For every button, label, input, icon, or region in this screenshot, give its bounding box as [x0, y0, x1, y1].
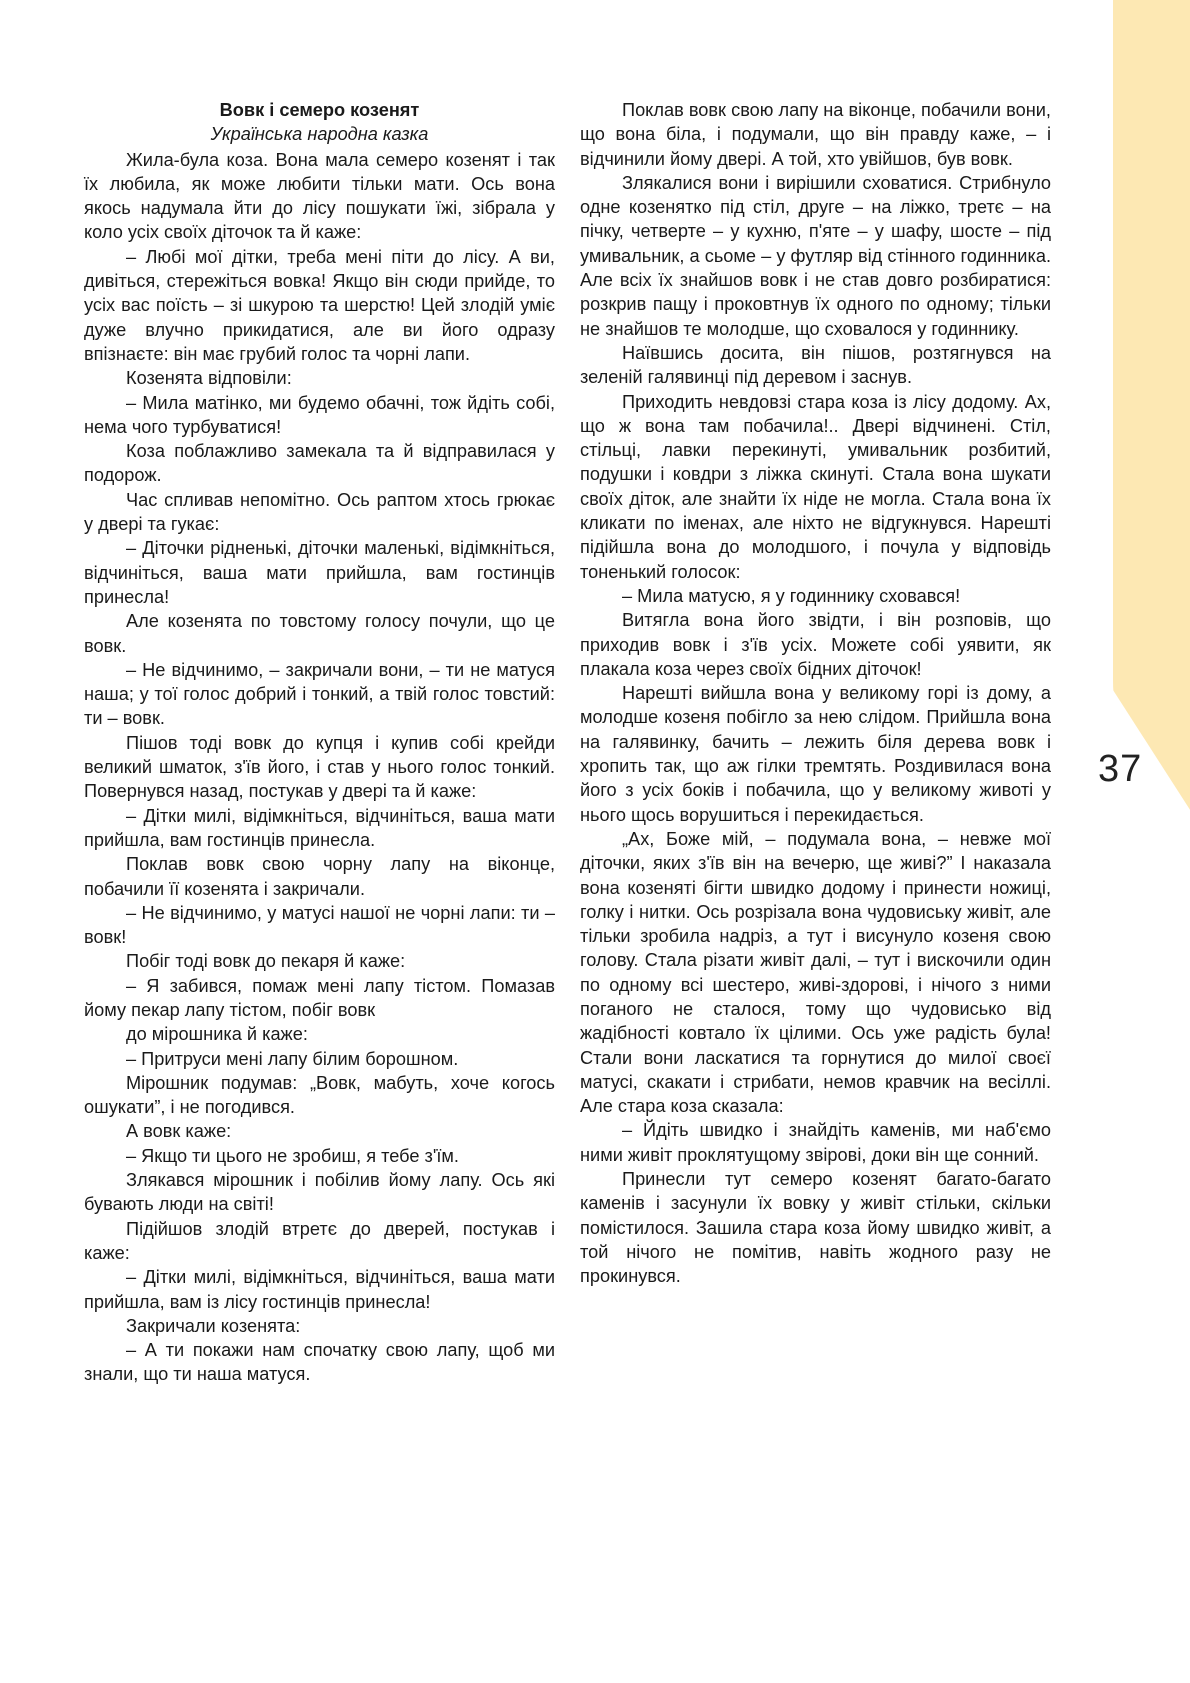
- paragraph: Закричали козенята:: [126, 1315, 301, 1336]
- paragraph: Злякалися вони і вирішили сховатися. Стрибнуло одне козенятко під стіл, друге – на ліжко, третє – на пічку, четверте – у кухню, п'яте – у шафу, шосте – під умивальник, а сьоме – у футляр від стінного годинника. Але всіх їх знайшов вовк і не став довго розбиратися: розкрив пащу і проковтнув їх одного по одному; тільки не знайшов те молодше, що сховалося у годиннику.: [580, 172, 1051, 339]
- left-column: [84, 98, 555, 1387]
- paragraph: – Любі мої дітки, треба мені піти до лісу. А ви, дивіться, стережіться вовка! Якщо він сюди прийде, то усіх вас поїсть – зі шкурою та шерстю! Цей злодій уміє дуже влучно прикидатися, але ви його одразу впізнаєте: він має грубий голос та чорні лапи.: [84, 246, 555, 364]
- page-number: 37: [1098, 748, 1143, 790]
- paragraph: – Дітки милі, відімкніться, відчиніться, ваша мати прийшла, вам гостинців принесла.: [84, 805, 555, 850]
- story-title: Вовк і семеро козенят: [219, 100, 420, 120]
- paragraph: – Мила матусю, я у годиннику сховався!: [622, 585, 961, 606]
- paragraph: Побіг тоді вовк до пекаря й каже:: [126, 951, 406, 972]
- paragraph: Поклав вовк свою чорну лапу на віконце, побачили її козенята і закричали.: [84, 854, 555, 899]
- paragraph: Мірошник подумав: „Вовк, мабуть, хоче когось ошукати”, і не погодився.: [84, 1072, 555, 1118]
- paragraph: Нарешті вийшла вона у великому горі із дому, а молодше козеня побігло за нею слідом. Прийшла вона на галявинку, бачить – лежить біля дерева вовк і хропить так, що аж гілки тремтять. Роздивилася вона його з усіх боків і побачила, що у великому животі у нього щось ворушиться і перекидається.: [580, 683, 1051, 825]
- paragraph: Пішов тоді вовк до купця і купив собі крейди великий шматок, з'їв його, і став у нього голос тонкий. Повернувся назад, постукав у двері та й каже:: [84, 732, 555, 802]
- paragraph: Принесли тут семеро козенят багато-багато каменів і засунули їх вовку у живіт стільки, скільки помістилося. Зашила стара коза йому швидко живіт, а той нічого не помітив, навіть жодного разу не прокинувся.: [580, 1169, 1051, 1287]
- paragraph: Злякався мірошник і побілив йому лапу. Ось які бувають люди на світі!: [84, 1170, 555, 1215]
- paragraph: Підійшов злодій втретє до дверей, постукав і каже:: [84, 1218, 555, 1263]
- paragraph: Витягла вона його звідти, і він розповів, що приходив вовк і з'їв усіх. Можете собі уявити, як плакала коза через своїх бідних діточок!: [580, 610, 1051, 679]
- paragraph: Козенята відповіли:: [126, 368, 292, 389]
- paragraph: – Мила матінко, ми будемо обачні, тож йдіть собі, нема чого турбуватися!: [84, 392, 555, 437]
- story-subtitle: Українська народна казка: [210, 124, 429, 145]
- paragraph: – Йдіть швидко і знайдіть каменів, ми наб'ємо ними живіт проклятущому звірові, доки він ще сонний.: [580, 1120, 1051, 1165]
- paragraph: – Притруси мені лапу білим борошном.: [126, 1048, 459, 1069]
- paragraph: – Я забився, помаж мені лапу тістом. Помазав йому пекар лапу тістом, побіг вовк: [84, 975, 555, 1020]
- right-column: [580, 98, 1051, 1289]
- side-tab-decoration: [1113, 0, 1190, 820]
- paragraph: Час спливав непомітно. Ось раптом хтось грюкає у двері та гукає:: [84, 489, 555, 535]
- paragraph: – Не відчинимо, – закричали вони, – ти не матуся наша; у тої голос добрий і тонкий, а твій голос товстий: ти – вовк.: [84, 659, 555, 729]
- paragraph: – Якщо ти цього не зробиш, я тебе з'їм.: [126, 1145, 459, 1166]
- paragraph: – А ти покажи нам спочатку свою лапу, щоб ми знали, що ти наша матуся.: [84, 1340, 555, 1385]
- paragraph: – Дітки милі, відімкніться, відчиніться, ваша мати прийшла, вам із лісу гостинців принесла!: [84, 1267, 555, 1312]
- paragraph: Поклав вовк свою лапу на віконце, побачили вони, що вона біла, і подумали, що він правду каже, – і відчинили йому двері. А той, хто увійшов, був вовк.: [580, 100, 1051, 169]
- paragraph: до мірошника й каже:: [126, 1024, 308, 1045]
- paragraph: – Не відчинимо, у матусі нашої не чорні лапи: ти – вовк!: [84, 902, 555, 948]
- paragraph: – Діточки рідненькі, діточки маленькі, відімкніться, відчиніться, ваша мати прийшла, вам гостинців принесла!: [84, 538, 555, 607]
- paragraph: „Ах, Боже мій, – подумала вона, – невже мої діточки, яких з'їв він на вечерю, ще живі?” І наказала вона козеняті бігти швидко додому і принести ножиці, голку і нитки. Ось розрізала вона чудовиську живіт, але тільки зробила надріз, а тут і висунуло козеня свою голову. Стала різати живіт далі, – тут і вискочили один по одному всі шестеро, живі-здорові, і нічого з ними поганого не сталося, тому що чудовисько від жадібності ковтало їх цілими. Ось уже радість була! Стали вони ласкатися та горнутися до милої своєї матусі, скакати і стрибати, немов кравчик на весіллі. Але стара коза сказала:: [580, 828, 1051, 1117]
- paragraph: А вовк каже:: [126, 1121, 232, 1142]
- paragraph: Наївшись досита, він пішов, розтягнувся на зеленій галявинці під деревом і заснув.: [580, 342, 1051, 388]
- paragraph: Жила-була коза. Вона мала семеро козенят і так їх любила, як може любити тільки мати. Ось вона якось надумала йти до лісу пошукати їжі, зібрала у коло усіх своїх діточок та й каже:: [84, 149, 555, 243]
- paragraph: Але козенята по товстому голосу почули, що це вовк.: [84, 611, 555, 656]
- paragraph: Коза поблажливо замекала та й відправилася у подорож.: [84, 441, 555, 486]
- paragraph: Приходить невдовзі стара коза із лісу додому. Ах, що ж вона там побачила!.. Двері відчинені. Стіл, стільці, лавки перекинуті, умивальник розбитий, подушки і ковдри з ліжка скинуті. Стала вона шукати своїх діток, але знайти їх ніде не могла. Стала вона їх кликати по іменах, але ніхто не відгукнувся. Нарешті підійшла вона до молодшого, і почула у відповідь тоненький голосок:: [580, 391, 1051, 582]
